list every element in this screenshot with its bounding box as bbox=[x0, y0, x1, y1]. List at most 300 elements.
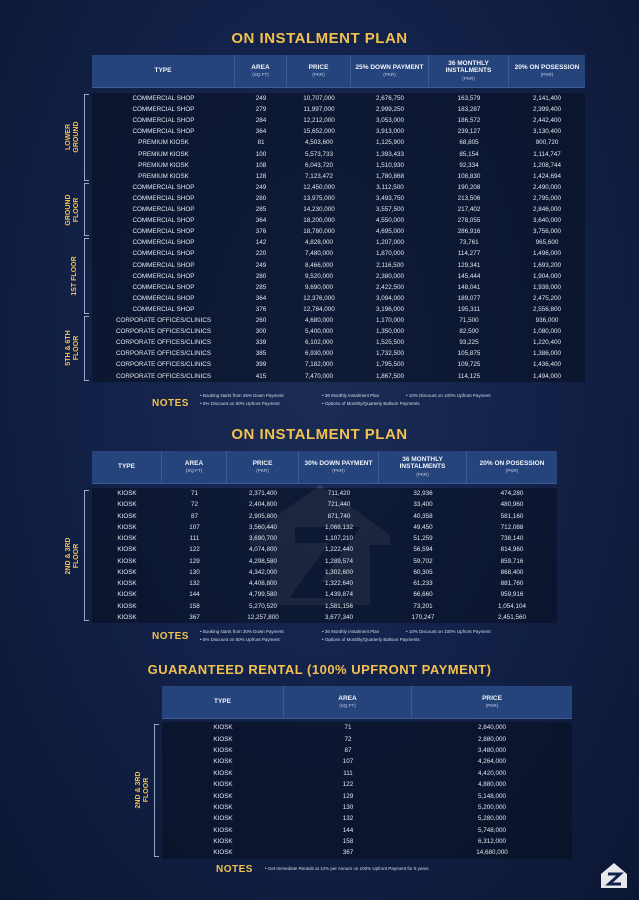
table-cell: 1,439,874 bbox=[324, 591, 353, 599]
table-cell: 144 bbox=[189, 591, 200, 599]
table-cell: 415 bbox=[255, 372, 267, 380]
note-item: • 10% Discount on 100% Upfront Payment bbox=[406, 629, 491, 634]
table-cell: 3,130,400 bbox=[532, 128, 561, 136]
table-cell: 1,494,000 bbox=[532, 372, 561, 380]
table-cell: KIOSK bbox=[213, 735, 233, 743]
table-cell: 6,312,000 bbox=[477, 838, 506, 846]
header-label: 30% DOWN PAYMENT bbox=[304, 459, 373, 467]
table-cell: KIOSK bbox=[213, 826, 233, 834]
table-cell: 40,358 bbox=[413, 512, 433, 520]
header-label: AREA bbox=[338, 694, 357, 702]
table-cell: 11,997,000 bbox=[303, 106, 335, 114]
table-row bbox=[92, 522, 557, 533]
table-cell: 6,930,000 bbox=[304, 350, 333, 358]
table-cell: KIOSK bbox=[117, 490, 137, 498]
table-row bbox=[92, 282, 585, 293]
table-cell: 3,756,000 bbox=[532, 228, 561, 236]
table-cell: 81 bbox=[257, 139, 265, 147]
group-label: 5TH & 6TH FLOOR bbox=[65, 330, 80, 366]
table-cell: PREMIUM KIOSK bbox=[138, 172, 189, 180]
table-row bbox=[92, 171, 585, 182]
table-cell: 72 bbox=[344, 735, 352, 743]
table-row bbox=[92, 193, 585, 204]
table-cell: 3,480,000 bbox=[477, 746, 506, 754]
table-row bbox=[162, 745, 572, 756]
table-cell: 87 bbox=[344, 746, 352, 754]
table-cell: 2,399,400 bbox=[532, 106, 561, 114]
table-cell: KIOSK bbox=[213, 815, 233, 823]
header-cell bbox=[284, 686, 412, 718]
table-cell: 3,640,000 bbox=[532, 217, 561, 225]
table-cell: 1,220,400 bbox=[532, 339, 561, 347]
table-cell: 4,408,800 bbox=[248, 580, 277, 588]
table-cell: KIOSK bbox=[213, 792, 233, 800]
table-row bbox=[92, 511, 557, 522]
header-cell bbox=[235, 55, 287, 87]
table-row bbox=[92, 137, 585, 148]
table-cell: COMMERCIAL SHOP bbox=[132, 305, 195, 313]
table-cell: 5,400,000 bbox=[304, 328, 333, 336]
table-cell: 82,500 bbox=[459, 328, 479, 336]
table-body bbox=[92, 237, 585, 315]
table-cell: KIOSK bbox=[117, 523, 137, 531]
table-cell: 4,342,000 bbox=[248, 568, 277, 576]
table-body bbox=[92, 182, 585, 237]
table-cell: 3,094,000 bbox=[375, 294, 404, 302]
table-row bbox=[92, 326, 585, 337]
table-cell: 5,573,733 bbox=[304, 150, 333, 158]
table-cell: CORPORATE OFFICES/CLINICS bbox=[115, 372, 212, 380]
table-cell: COMMERCIAL SHOP bbox=[132, 283, 195, 291]
table-cell: 105,875 bbox=[457, 350, 481, 358]
table-cell: COMMERCIAL SHOP bbox=[132, 228, 195, 236]
table-cell: CORPORATE OFFICES/CLINICS bbox=[115, 361, 212, 369]
header-label: 36 MONTHLY INSTALMENTS bbox=[399, 455, 446, 471]
table-cell: 56,594 bbox=[413, 546, 433, 554]
table-row bbox=[92, 293, 585, 304]
table-cell: 130 bbox=[189, 568, 200, 576]
table-cell: 1,302,600 bbox=[324, 568, 353, 576]
table-cell: 881,760 bbox=[500, 580, 524, 588]
table-row bbox=[162, 779, 572, 790]
table-cell: 2,380,000 bbox=[375, 272, 404, 280]
table-cell: 129 bbox=[189, 557, 200, 565]
table-cell: 1,904,000 bbox=[532, 272, 561, 280]
table-cell: 1,393,433 bbox=[375, 150, 404, 158]
table-cell: 60,305 bbox=[413, 568, 433, 576]
table-cell: 12,376,000 bbox=[303, 294, 335, 302]
table-cell: 239,127 bbox=[457, 128, 481, 136]
table-row bbox=[92, 148, 585, 159]
header-label: TYPE bbox=[214, 698, 231, 706]
table-cell: 2,676,750 bbox=[375, 95, 404, 103]
table-cell: 14,230,000 bbox=[303, 206, 335, 214]
header-unit: (PKR) bbox=[312, 72, 325, 77]
table-row bbox=[92, 237, 585, 248]
table-cell: 1,080,000 bbox=[532, 328, 561, 336]
table-row bbox=[92, 359, 585, 370]
header-cell bbox=[287, 55, 351, 87]
table-cell: 122 bbox=[342, 781, 354, 789]
header-label: TYPE bbox=[154, 67, 172, 75]
table-cell: COMMERCIAL SHOP bbox=[132, 183, 195, 191]
header-cell bbox=[429, 55, 509, 87]
table-cell: COMMERCIAL SHOP bbox=[132, 272, 195, 280]
table-cell: 1,350,000 bbox=[375, 328, 404, 336]
table-cell: 10,707,000 bbox=[303, 95, 335, 103]
note-item: • 36 Monthly Instalment Plan bbox=[322, 393, 380, 398]
header-unit: (PKR) bbox=[462, 75, 475, 81]
table-row bbox=[92, 259, 585, 270]
table-cell: 145,444 bbox=[457, 272, 481, 280]
table-cell: 129 bbox=[342, 792, 354, 800]
table-cell: 114,125 bbox=[457, 372, 481, 380]
table-cell: 92,334 bbox=[459, 161, 479, 169]
table-cell: 738,140 bbox=[500, 535, 524, 543]
header-unit: (PKR) bbox=[505, 468, 519, 473]
table-cell: 114,277 bbox=[457, 250, 481, 258]
table-cell: PREMIUM KIOSK bbox=[138, 139, 189, 147]
header-cell bbox=[299, 451, 379, 483]
table-row bbox=[92, 304, 585, 315]
header-label: TYPE bbox=[118, 463, 135, 471]
table-row bbox=[92, 104, 585, 115]
table-cell: 4,799,580 bbox=[248, 591, 277, 599]
table-cell: 280 bbox=[255, 194, 267, 202]
table-cell: 111 bbox=[343, 769, 353, 777]
table-cell: 122 bbox=[189, 546, 200, 554]
table-cell: 2,490,000 bbox=[532, 183, 561, 191]
table-cell: 2,846,000 bbox=[532, 206, 561, 214]
table-cell: 4,264,000 bbox=[477, 758, 506, 766]
table-cell: 66,660 bbox=[413, 591, 433, 599]
table-cell: KIOSK bbox=[117, 580, 137, 588]
table-header bbox=[92, 451, 557, 484]
table-cell: KIOSK bbox=[213, 803, 233, 811]
header-cell bbox=[509, 55, 585, 87]
table-cell: COMMERCIAL SHOP bbox=[132, 217, 195, 225]
table-cell: 3,112,500 bbox=[376, 183, 404, 191]
table-cell: 868,400 bbox=[500, 568, 524, 576]
header-label: 25% DOWN PAYMENT bbox=[355, 63, 424, 71]
table-cell: 5,270,520 bbox=[248, 602, 277, 610]
table-cell: 4,695,000 bbox=[375, 228, 404, 236]
header-cell bbox=[379, 451, 467, 483]
table-cell: 1,732,500 bbox=[375, 350, 404, 358]
table-cell: 85,154 bbox=[459, 150, 479, 158]
table-cell: KIOSK bbox=[213, 849, 233, 857]
header-cell bbox=[162, 686, 284, 718]
zameen-corner-logo-icon bbox=[599, 860, 629, 890]
table-cell: 965,600 bbox=[535, 239, 559, 247]
header-unit: (PKR) bbox=[256, 468, 269, 473]
note-item: • 5% Discount on 50% Upfront Payment bbox=[200, 637, 280, 642]
note-item: • Booking starts from 25% Down Payment bbox=[200, 393, 284, 398]
table-row bbox=[92, 612, 557, 623]
table-row bbox=[92, 126, 585, 137]
table-cell: 71,500 bbox=[459, 317, 479, 325]
table-cell: 1,496,000 bbox=[532, 250, 561, 258]
table-header bbox=[162, 686, 572, 719]
header-unit: (PKR) bbox=[416, 471, 429, 477]
header-cell bbox=[92, 451, 162, 483]
table-cell: COMMERCIAL SHOP bbox=[132, 194, 195, 202]
group-bracket bbox=[84, 183, 89, 237]
table-cell: 1,424,694 bbox=[532, 172, 561, 180]
header-label: 36 MONTHLY INSTALMENTS bbox=[445, 59, 492, 75]
table-cell: CORPORATE OFFICES/CLINICS bbox=[115, 328, 212, 336]
table-cell: 2,475,200 bbox=[532, 294, 561, 302]
header-cell bbox=[162, 451, 227, 483]
table-cell: 148,041 bbox=[457, 283, 481, 291]
table-cell: 87 bbox=[190, 512, 198, 520]
header-label: PRICE bbox=[252, 459, 273, 467]
table-cell: 1,795,500 bbox=[375, 361, 404, 369]
table-cell: KIOSK bbox=[117, 512, 137, 520]
table-cell: 859,716 bbox=[500, 557, 524, 565]
table-cell: 12,212,000 bbox=[303, 117, 335, 125]
table-cell: 2,141,400 bbox=[532, 95, 561, 103]
table-row bbox=[162, 768, 572, 779]
notes-title: NOTES bbox=[216, 864, 253, 875]
table-cell: KIOSK bbox=[213, 838, 233, 846]
table-cell: 367 bbox=[189, 613, 200, 621]
table-cell: 4,420,000 bbox=[477, 769, 506, 777]
table-cell: 712,088 bbox=[500, 523, 524, 531]
header-label: PRICE bbox=[482, 694, 502, 702]
table-cell: KIOSK bbox=[213, 746, 233, 754]
header-label: 20% ON POSESSION bbox=[514, 63, 580, 71]
table-cell: 871,740 bbox=[327, 512, 351, 520]
group-label: LOWER GROUND bbox=[65, 121, 80, 153]
table-row bbox=[92, 544, 557, 555]
table-cell: 4,880,000 bbox=[477, 781, 506, 789]
header-unit: (SQ.FT) bbox=[252, 72, 269, 77]
table-cell: 189,077 bbox=[457, 294, 481, 302]
table-cell: 814,960 bbox=[500, 546, 524, 554]
table-row bbox=[162, 813, 572, 824]
group-label: 2ND & 3RD FLOOR bbox=[65, 537, 80, 574]
table-cell: 163,579 bbox=[457, 95, 481, 103]
table-cell: 7,470,000 bbox=[304, 372, 333, 380]
table-cell: COMMERCIAL SHOP bbox=[132, 206, 195, 214]
table-cell: 1,289,574 bbox=[324, 557, 353, 565]
table-cell: 364 bbox=[255, 217, 267, 225]
table-cell: 217,402 bbox=[457, 206, 481, 214]
table-cell: 129,341 bbox=[457, 261, 481, 269]
table-row bbox=[92, 115, 585, 126]
table-cell: 186,572 bbox=[457, 117, 481, 125]
table-cell: 284 bbox=[255, 117, 267, 125]
table-cell: 111 bbox=[189, 535, 200, 543]
table-cell: 144 bbox=[342, 826, 354, 834]
header-cell bbox=[92, 55, 235, 87]
notes-title: NOTES bbox=[152, 631, 189, 642]
header-unit: (PKR) bbox=[540, 72, 554, 77]
table-cell: 3,560,440 bbox=[248, 523, 277, 531]
table-cell: 4,550,000 bbox=[375, 217, 404, 225]
table-cell: 5,748,000 bbox=[477, 826, 506, 834]
table-cell: 1,780,868 bbox=[375, 172, 404, 180]
table-cell: 3,690,700 bbox=[248, 535, 277, 543]
table-cell: 1,938,000 bbox=[532, 283, 561, 291]
table-cell: 158 bbox=[342, 838, 354, 846]
table-cell: COMMERCIAL SHOP bbox=[132, 261, 195, 269]
table-cell: KIOSK bbox=[117, 501, 137, 509]
table-cell: 33,400 bbox=[413, 501, 433, 509]
table-cell: 158 bbox=[189, 602, 200, 610]
table-cell: 3,053,000 bbox=[375, 117, 404, 125]
table-cell: COMMERCIAL SHOP bbox=[132, 250, 195, 258]
table-cell: 73,201 bbox=[413, 602, 433, 610]
table-cell: KIOSK bbox=[117, 568, 137, 576]
header-unit: (SQ.FT) bbox=[339, 703, 356, 708]
table-cell: 4,680,000 bbox=[304, 317, 333, 325]
table-row bbox=[162, 722, 572, 733]
table-cell: 1,208,744 bbox=[532, 161, 561, 169]
table-cell: KIOSK bbox=[213, 781, 233, 789]
table-row bbox=[92, 315, 585, 326]
table-cell: 581,160 bbox=[500, 512, 524, 520]
note-item: • 36 Monthly Instalment Plan bbox=[322, 629, 380, 634]
table-cell: 1,107,210 bbox=[324, 535, 353, 543]
table-cell: 1,525,500 bbox=[375, 339, 404, 347]
table-cell: 5,148,000 bbox=[477, 792, 506, 800]
table-row bbox=[92, 215, 585, 226]
table-cell: 4,074,800 bbox=[248, 546, 277, 554]
table-row bbox=[92, 182, 585, 193]
header-label: PRICE bbox=[308, 63, 329, 71]
table-row bbox=[92, 370, 585, 381]
table-cell: 249 bbox=[255, 183, 267, 191]
table-cell: 280 bbox=[255, 272, 267, 280]
table-cell: 14,680,000 bbox=[476, 849, 508, 857]
table-cell: PREMIUM KIOSK bbox=[138, 161, 189, 169]
group-bracket bbox=[84, 316, 89, 381]
table-cell: 32,936 bbox=[413, 490, 433, 498]
table-cell: KIOSK bbox=[213, 769, 233, 777]
table-cell: 3,913,000 bbox=[375, 128, 404, 136]
group-label: 2ND & 3RD FLOOR bbox=[135, 771, 150, 809]
table-cell: 376 bbox=[255, 305, 267, 313]
table-cell: 12,257,800 bbox=[247, 613, 279, 621]
table-cell: 1,054,104 bbox=[497, 602, 526, 610]
table-cell: 1,222,440 bbox=[324, 546, 353, 554]
note-item: • Options of Monthly/Quarterly Balloon Payments bbox=[322, 637, 420, 642]
table-cell: 2,999,250 bbox=[375, 106, 404, 114]
table-cell: 1,068,132 bbox=[324, 523, 353, 531]
table-cell: 1,436,400 bbox=[532, 361, 561, 369]
table-cell: 278,055 bbox=[457, 217, 481, 225]
table-cell: 49,450 bbox=[413, 523, 433, 531]
table-row bbox=[162, 825, 572, 836]
note-item: • 5% Discount on 50% Upfront Payment bbox=[200, 401, 280, 406]
table-cell: 18,200,000 bbox=[303, 217, 335, 225]
table-cell: 364 bbox=[255, 128, 267, 136]
table-cell: 2,795,000 bbox=[532, 194, 561, 202]
header-cell bbox=[467, 451, 557, 483]
table-cell: KIOSK bbox=[117, 602, 137, 610]
table-cell: 721,440 bbox=[327, 501, 351, 509]
table-row bbox=[92, 248, 585, 259]
table-cell: 480,960 bbox=[500, 501, 524, 509]
table-cell: 2,880,000 bbox=[477, 735, 506, 743]
table-cell: CORPORATE OFFICES/CLINICS bbox=[115, 350, 212, 358]
table-cell: 2,422,500 bbox=[375, 283, 404, 291]
table-cell: 93,225 bbox=[459, 339, 479, 347]
table-cell: 1,114,747 bbox=[533, 150, 561, 158]
table-cell: 2,371,400 bbox=[248, 490, 277, 498]
header-label: AREA bbox=[251, 63, 270, 71]
table-cell: 7,182,000 bbox=[304, 361, 333, 369]
table-row bbox=[92, 589, 557, 600]
table-cell: 285 bbox=[255, 206, 267, 214]
table-cell: COMMERCIAL SHOP bbox=[132, 95, 195, 103]
table-row bbox=[92, 271, 585, 282]
table-cell: 3,557,500 bbox=[375, 206, 404, 214]
header-unit: (PKR) bbox=[485, 703, 499, 708]
table-cell: 2,905,800 bbox=[248, 512, 277, 520]
table-cell: 71 bbox=[190, 490, 198, 498]
table-cell: 213,506 bbox=[457, 194, 481, 202]
table-cell: 1,693,200 bbox=[532, 261, 561, 269]
table-cell: 1,386,000 bbox=[532, 350, 561, 358]
header-unit: (PKR) bbox=[332, 468, 345, 473]
note-item: • 10% Discount on 100% Upfront Payment bbox=[406, 393, 491, 398]
table-cell: 1,867,500 bbox=[375, 372, 404, 380]
table-cell: 1,170,000 bbox=[375, 317, 404, 325]
table-cell: 376 bbox=[255, 228, 267, 236]
table-cell: 1,322,640 bbox=[324, 580, 353, 588]
table-cell: 9,690,000 bbox=[304, 283, 333, 291]
table-cell: 18,780,000 bbox=[303, 228, 335, 236]
group-label: 1ST FLOOR bbox=[70, 256, 78, 296]
table-cell: 249 bbox=[255, 261, 267, 269]
table-cell: 3,677,340 bbox=[324, 613, 353, 621]
table-cell: PREMIUM KIOSK bbox=[138, 150, 189, 158]
table-cell: 128 bbox=[255, 172, 267, 180]
note-item: • Options of Monthly/Quarterly Balloon Payments bbox=[322, 401, 420, 406]
table-cell: 4,828,000 bbox=[304, 239, 333, 247]
table-row bbox=[92, 348, 585, 359]
table-body bbox=[162, 722, 572, 859]
table-cell: 72 bbox=[190, 501, 198, 509]
table-cell: 399 bbox=[255, 361, 267, 369]
table-row bbox=[162, 790, 572, 801]
table-cell: 12,784,000 bbox=[303, 305, 335, 313]
table-cell: 5,280,000 bbox=[477, 815, 506, 823]
table-row bbox=[92, 556, 557, 567]
table-cell: 286,916 bbox=[457, 228, 481, 236]
table-cell: CORPORATE OFFICES/CLINICS bbox=[115, 339, 212, 347]
table-cell: 339 bbox=[255, 339, 267, 347]
table-cell: 5,200,000 bbox=[477, 803, 506, 811]
table-cell: 132 bbox=[189, 580, 200, 588]
table-row bbox=[162, 802, 572, 813]
table-cell: 249 bbox=[255, 95, 267, 103]
table-cell: 385 bbox=[255, 350, 267, 358]
table-row bbox=[92, 226, 585, 237]
group-bracket bbox=[84, 238, 89, 314]
table-cell: 108 bbox=[255, 161, 267, 169]
header-cell bbox=[351, 55, 429, 87]
table-cell: 132 bbox=[342, 815, 354, 823]
table-cell: KIOSK bbox=[117, 557, 137, 565]
table-cell: KIOSK bbox=[213, 758, 233, 766]
table-cell: 1,870,000 bbox=[375, 250, 404, 258]
table-cell: 2,840,000 bbox=[477, 724, 506, 732]
table-body bbox=[92, 315, 585, 382]
